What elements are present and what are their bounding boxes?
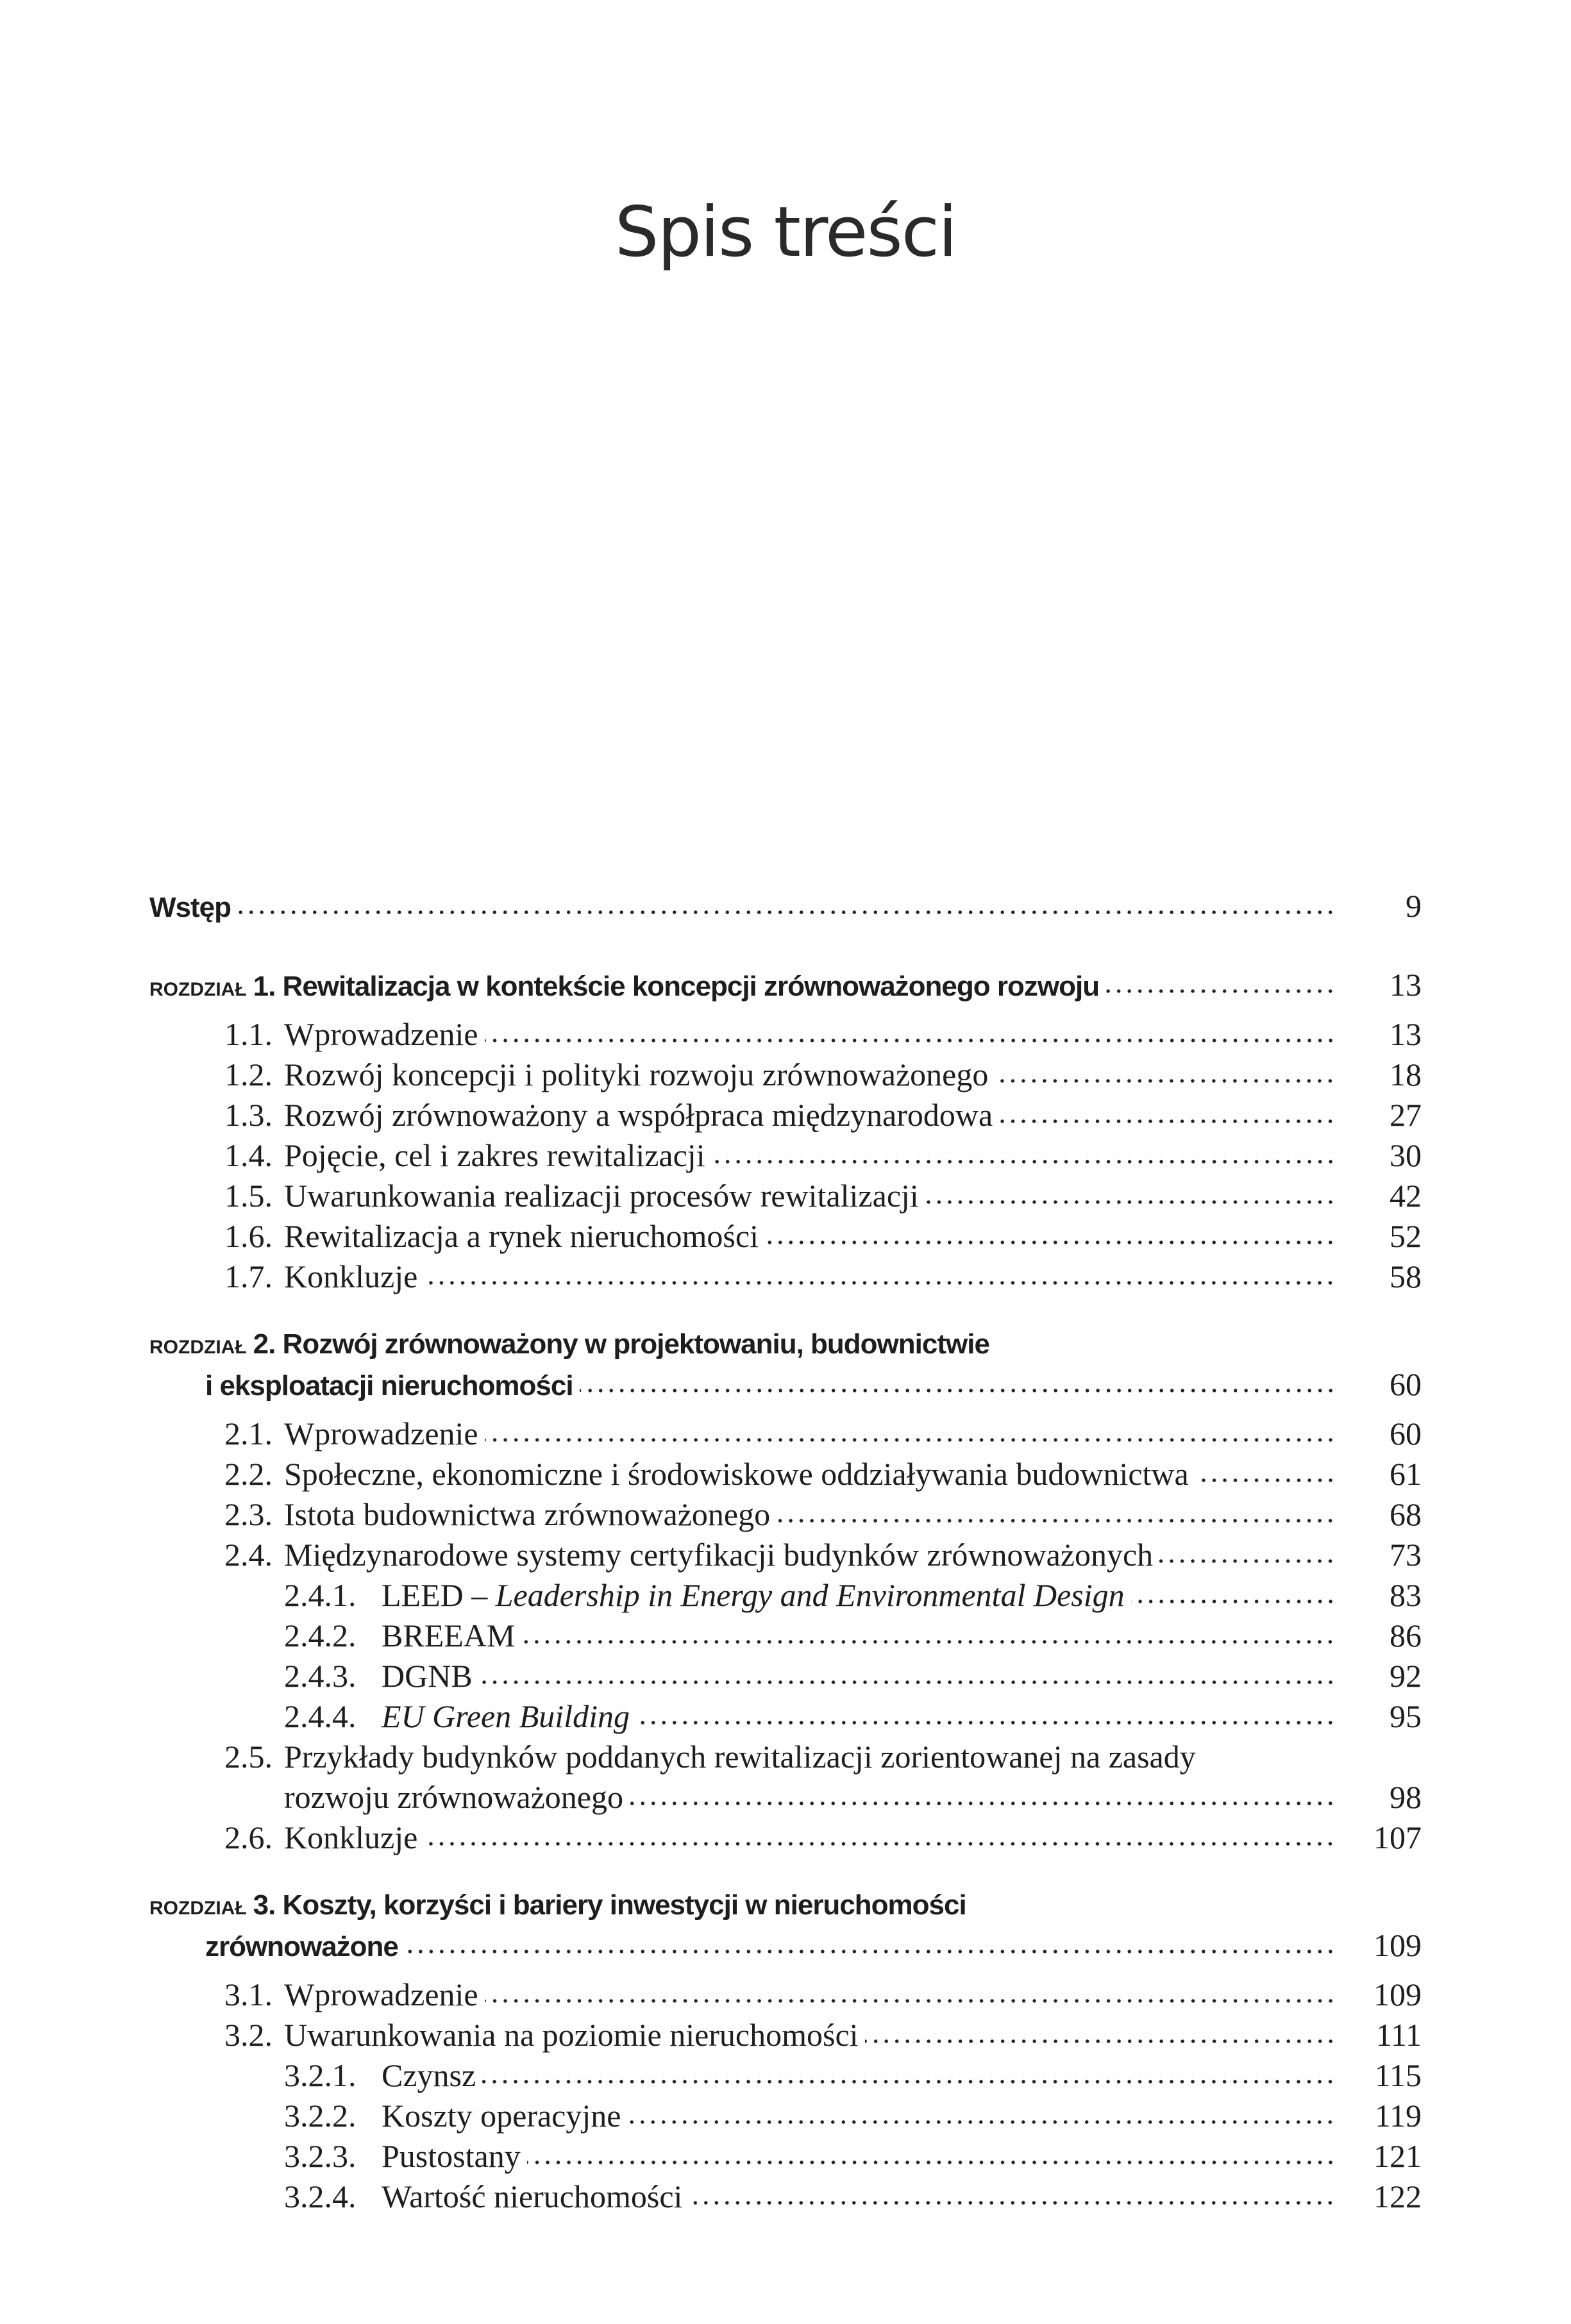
entry-title	[284, 1095, 993, 1135]
entry-title-text: Wstęp	[149, 892, 231, 923]
toc-entry[interactable]	[149, 1454, 1422, 1494]
page-number: 121	[1374, 2138, 1422, 2174]
entry-number: 3.2.3.	[284, 2138, 357, 2174]
entry-title-text: Czynsz	[382, 2057, 476, 2093]
entry-title	[382, 1656, 473, 1696]
entry-title	[382, 1616, 515, 1656]
page-number: 86	[1390, 1618, 1422, 1653]
page-number: 115	[1374, 2057, 1422, 2093]
entry-number: 3.2.1.	[284, 2057, 357, 2093]
entry-title-text: Uwarunkowania na poziomie nieruchomości	[284, 2017, 859, 2053]
toc-entry[interactable]	[149, 1494, 1422, 1535]
page-number: 107	[1374, 1819, 1422, 1855]
page-number: 122	[1374, 2178, 1422, 2214]
toc-entry[interactable]	[149, 1616, 1422, 1656]
dot-leader	[485, 1036, 1336, 1045]
dot-leader	[865, 2037, 1336, 2046]
entry-title-text: Konkluzje	[284, 1258, 418, 1294]
page-number: 98	[1390, 1779, 1422, 1815]
dot-leader	[925, 1198, 1336, 1207]
entry-title-text: Wprowadzenie	[284, 1016, 478, 1052]
dot-leader	[1105, 987, 1336, 996]
entry-number: 3.2.	[224, 2017, 273, 2053]
toc-entry[interactable]	[149, 2136, 1422, 2177]
entry-title	[284, 1975, 478, 2015]
toc-entry[interactable]	[149, 1095, 1422, 1135]
toc-entry[interactable]	[149, 2015, 1422, 2055]
entry-number: 1.3.	[224, 1097, 273, 1133]
entry-title	[284, 1535, 1153, 1575]
entry-title-text: DGNB	[382, 1658, 473, 1694]
entry-title	[284, 1014, 478, 1055]
entry-title-text: Pustostany	[382, 2138, 521, 2174]
dot-leader	[995, 1076, 1336, 1085]
entry-title-text: Społeczne, ekonomiczne i środowiskowe oddziaływania budownictwa	[284, 1456, 1189, 1492]
toc-entry[interactable]	[149, 1176, 1422, 1216]
entry-number: 2.4.4.	[284, 1698, 357, 1734]
page-number: 42	[1390, 1178, 1422, 1214]
toc-entry[interactable]	[149, 1696, 1422, 1737]
dot-leader	[237, 908, 1336, 917]
entry-title	[284, 1454, 1189, 1494]
entry-title-text: Przykłady budynków poddanych rewitalizacji zorientowanej na zasady	[284, 1739, 1196, 1775]
entry-number: 2.3.	[224, 1496, 273, 1532]
entry-title	[149, 1885, 966, 1928]
page-number: 18	[1390, 1057, 1422, 1092]
page-number: 58	[1390, 1258, 1422, 1294]
entry-title-text: Konkluzje	[284, 1819, 418, 1855]
entry-number: 3.2.2.	[284, 2098, 357, 2134]
entry-title-text: 2. Rozwój zrównoważony w projektowaniu, budownictwie	[253, 1328, 989, 1360]
dot-leader	[636, 1718, 1336, 1727]
entry-title	[382, 1575, 1125, 1616]
dot-leader	[765, 1238, 1336, 1247]
dot-leader	[479, 1678, 1336, 1687]
dot-leader	[1195, 1476, 1336, 1485]
entry-title	[284, 1135, 705, 1176]
entry-number: 1.5.	[224, 1178, 273, 1214]
entry-number: 3.1.	[224, 1977, 273, 2012]
page-number: 61	[1390, 1456, 1422, 1492]
toc-entry[interactable]	[149, 1656, 1422, 1696]
entry-title	[149, 887, 231, 928]
dot-leader	[424, 1839, 1336, 1848]
toc-entry[interactable]	[149, 2177, 1422, 2217]
page-number: 13	[1390, 967, 1422, 1003]
entry-number: 2.4.1.	[284, 1577, 357, 1613]
entry-title	[149, 966, 1099, 1010]
entry-number: 1.2.	[224, 1057, 273, 1092]
entry-title-continuation: rozwoju zrównoważonego	[284, 1779, 623, 1815]
entry-title-text: Rozwój zrównoważony a współpraca międzynarodowa	[284, 1097, 993, 1133]
toc-entry-continuation[interactable]	[149, 1777, 1422, 1818]
page-number: 9	[1406, 888, 1422, 924]
toc-entry[interactable]	[149, 1014, 1422, 1055]
entry-title	[382, 2096, 621, 2136]
entry-title	[382, 1696, 630, 1737]
toc-entry[interactable]	[149, 1975, 1422, 2015]
entry-title-italic: EU Green Building	[382, 1698, 630, 1734]
entry-title-text: 1. Rewitalizacja w kontekście koncepcji zrównoważonego rozwoju	[253, 971, 1100, 1002]
entry-number: 2.6.	[224, 1819, 273, 1855]
page-number: 27	[1390, 1097, 1422, 1133]
page-number: 13	[1390, 1016, 1422, 1052]
dot-leader	[485, 1435, 1336, 1444]
toc-entry[interactable]	[149, 1135, 1422, 1176]
page-number: 109	[1374, 1977, 1422, 2012]
entry-number: 1.1.	[224, 1016, 273, 1052]
entry-number: 3.2.4.	[284, 2178, 357, 2214]
page-number: 30	[1390, 1137, 1422, 1173]
entry-number: 2.4.	[224, 1537, 273, 1573]
page-number: 73	[1390, 1537, 1422, 1573]
entry-title-text: Rozwój koncepcji i polityki rozwoju zrównoważonego	[284, 1057, 989, 1092]
toc-entry[interactable]	[149, 1575, 1422, 1616]
entry-title	[284, 1055, 988, 1095]
toc-chapter-entry[interactable]	[149, 1885, 1422, 1925]
toc-entry[interactable]	[149, 1737, 1422, 1777]
dot-leader	[521, 1637, 1336, 1646]
dot-leader	[689, 2198, 1336, 2207]
entry-title-text: Międzynarodowe systemy certyfikacji budynków zrównoważonych	[284, 1537, 1154, 1573]
toc-entry[interactable]	[149, 1818, 1422, 1858]
entry-title-continuation: zrównoważone	[205, 1931, 398, 1962]
page-number: 111	[1375, 2017, 1422, 2053]
entry-title	[284, 1737, 1196, 1777]
dot-leader	[1159, 1557, 1336, 1566]
entry-number: 1.4.	[224, 1137, 273, 1173]
entry-title-text: Pojęcie, cel i zakres rewitalizacji	[284, 1137, 705, 1173]
entry-number: 1.7.	[224, 1258, 273, 1294]
toc-entry-continuation[interactable]	[149, 1364, 1422, 1405]
page-number: 52	[1390, 1218, 1422, 1254]
entry-number: 2.1.	[224, 1416, 273, 1451]
entry-title	[382, 2136, 521, 2177]
dot-leader	[580, 1386, 1336, 1395]
entry-title	[284, 2015, 859, 2055]
entry-title-text: BREEAM	[382, 1618, 516, 1653]
entry-title-text: Wartość nieruchomości	[382, 2178, 683, 2214]
entry-title-text: Istota budownictwa zrównoważonego	[284, 1496, 771, 1532]
entry-title-continuation: i eksploatacji nieruchomości	[205, 1370, 573, 1401]
table-of-contents	[149, 886, 1422, 2217]
entry-title	[284, 1818, 417, 1858]
entry-title	[284, 1414, 478, 1454]
entry-title	[284, 1176, 919, 1216]
dot-leader	[627, 2118, 1336, 2127]
dot-leader	[630, 1799, 1336, 1808]
page-number: 68	[1390, 1496, 1422, 1532]
page-number: 60	[1390, 1416, 1422, 1451]
toc-entry[interactable]	[149, 2096, 1422, 2136]
toc-entry[interactable]	[149, 886, 1422, 926]
entry-title	[284, 1216, 759, 1257]
dot-leader	[1131, 1597, 1336, 1606]
entry-title-text: Uwarunkowania realizacji procesów rewitalizacji	[284, 1178, 919, 1214]
dot-leader	[482, 2077, 1336, 2086]
toc-entry[interactable]	[149, 2055, 1422, 2096]
entry-number: 2.4.2.	[284, 1618, 357, 1653]
entry-title	[382, 2055, 476, 2096]
entry-title-text: Wprowadzenie	[284, 1416, 478, 1451]
page-title: Spis treści	[614, 192, 957, 272]
entry-title	[382, 2177, 682, 2217]
entry-title	[284, 1494, 770, 1535]
toc-chapter-entry[interactable]	[149, 965, 1422, 1005]
entry-number: 2.5.	[224, 1739, 273, 1775]
entry-title-text: Rewitalizacja a rynek nieruchomości	[284, 1218, 759, 1254]
dot-leader	[777, 1516, 1336, 1525]
page-number: 119	[1374, 2098, 1422, 2134]
page-number: 83	[1390, 1577, 1422, 1613]
dot-leader	[999, 1117, 1336, 1126]
dot-leader	[485, 1996, 1336, 2005]
page-number: 60	[1390, 1366, 1422, 1402]
entry-title	[284, 1257, 417, 1297]
entry-title-text: Wprowadzenie	[284, 1977, 478, 2012]
entry-title	[149, 1324, 989, 1367]
toc-entry[interactable]	[149, 1216, 1422, 1257]
entry-title-text: 3. Koszty, korzyści i bariery inwestycji w nieruchomości	[253, 1889, 966, 1921]
page-number: 95	[1390, 1698, 1422, 1734]
toc-entry[interactable]	[149, 1055, 1422, 1095]
page-number: 109	[1374, 1927, 1422, 1963]
dot-leader	[424, 1278, 1336, 1287]
entry-title-italic: Leadership in Energy and Environmental Design	[495, 1577, 1125, 1613]
toc-entry[interactable]	[149, 1257, 1422, 1297]
entry-number: 2.2.	[224, 1456, 273, 1492]
dot-leader	[405, 1947, 1336, 1956]
toc-entry[interactable]	[149, 1535, 1422, 1575]
dot-leader	[712, 1157, 1336, 1166]
toc-entry[interactable]	[149, 1414, 1422, 1454]
toc-chapter-entry[interactable]	[149, 1324, 1422, 1364]
dot-leader	[527, 2158, 1336, 2167]
chapter-keyword: ROZDZIAŁ	[149, 1898, 247, 1919]
entry-title-text: Koszty operacyjne	[382, 2098, 621, 2134]
entry-title-text: LEED –	[382, 1577, 496, 1613]
chapter-keyword: ROZDZIAŁ	[149, 1337, 247, 1358]
entry-number: 2.4.3.	[284, 1658, 357, 1694]
page-number: 92	[1390, 1658, 1422, 1694]
chapter-keyword: ROZDZIAŁ	[149, 979, 247, 1000]
entry-number: 1.6.	[224, 1218, 273, 1254]
toc-entry-continuation[interactable]	[149, 1925, 1422, 1966]
